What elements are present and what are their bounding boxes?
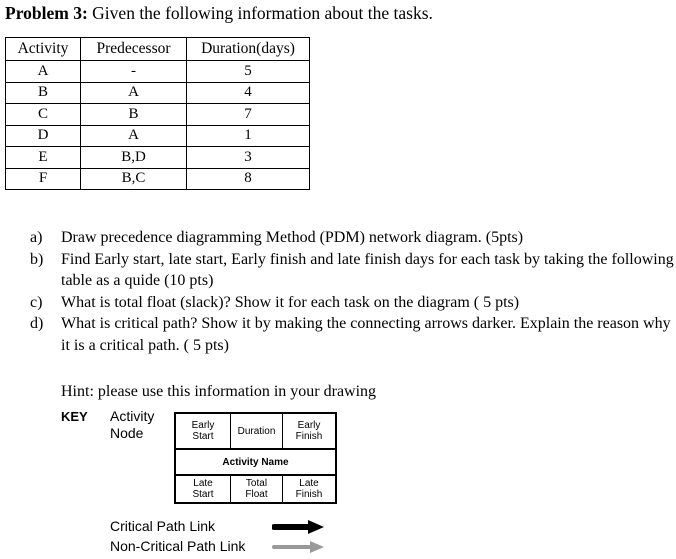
table-row	[6, 82, 310, 104]
cell-duration: 1	[187, 125, 310, 147]
cell-activity: D	[6, 125, 81, 147]
cell-activity: C	[6, 104, 81, 126]
question-text: Find Early start, late start, Early finish and late finish days for each task by taking the following table as a quide (10 pts)	[61, 250, 674, 289]
question-label: c)	[30, 293, 43, 311]
early-start-cell	[176, 414, 230, 448]
total-float-label-1: Total	[245, 478, 268, 489]
problem-title-text: Given the following information about the tasks.	[87, 3, 433, 23]
late-start-label-1: Late	[193, 478, 213, 489]
table-row	[6, 168, 310, 190]
critical-path-arrow-icon	[272, 519, 326, 535]
cell-activity: B	[6, 82, 81, 104]
total-float-cell	[231, 476, 282, 502]
cell-predecessor: B	[81, 104, 187, 126]
activity-name-label: Activity Name	[222, 456, 289, 468]
cell-predecessor: B,D	[81, 147, 187, 169]
cell-duration: 8	[187, 168, 310, 190]
activity-node-diagram	[174, 412, 337, 504]
early-finish-label-2: Finish	[295, 431, 323, 442]
early-start-label-2: Start	[192, 431, 214, 442]
question-item	[30, 313, 675, 356]
critical-path-legend-label: Critical Path Link	[110, 518, 216, 534]
key-label: KEY	[61, 409, 88, 424]
question-item	[30, 249, 675, 292]
cell-predecessor: -	[81, 61, 187, 83]
late-finish-label-1: Late	[299, 478, 319, 489]
duration-cell	[231, 414, 282, 448]
cell-duration: 4	[187, 82, 310, 104]
question-label: a)	[30, 229, 43, 246]
non-critical-path-legend-label: Non-Critical Path Link	[110, 538, 246, 554]
problem-title	[5, 3, 433, 24]
cell-predecessor: A	[81, 125, 187, 147]
question-list	[30, 227, 675, 356]
question-label: d)	[30, 315, 44, 332]
non-critical-arrow-head	[310, 541, 324, 553]
cell-activity: F	[6, 168, 81, 190]
cell-activity: E	[6, 147, 81, 169]
table-row	[6, 125, 310, 147]
duration-label: Duration	[237, 425, 276, 437]
activity-node-label	[110, 408, 154, 442]
question-item	[30, 227, 675, 249]
question-item	[30, 292, 675, 314]
cell-predecessor: A	[81, 82, 187, 104]
node-divider	[282, 414, 283, 448]
question-text: What is critical path? Show it by making the connecting arrows darker. Explain the reason why it is a critical path. ( 5 pts)	[61, 315, 671, 354]
early-finish-cell	[283, 414, 335, 448]
question-text: Draw precedence diagramming Method (PDM) network diagram. (5pts)	[61, 229, 524, 246]
early-start-label-1: Early	[191, 420, 215, 431]
node-divider	[282, 476, 283, 502]
early-finish-label-1: Early	[297, 420, 321, 431]
critical-arrow-head	[308, 520, 324, 534]
late-start-label-2: Start	[192, 489, 214, 500]
header-activity: Activity	[6, 38, 81, 61]
node-divider	[230, 476, 231, 502]
task-table-header	[6, 38, 310, 61]
cell-activity: A	[6, 61, 81, 83]
activity-node-label-line1: Activity	[110, 408, 155, 424]
activity-node-label-line2: Node	[110, 425, 144, 441]
header-duration: Duration(days)	[187, 38, 310, 61]
problem-number: Problem 3:	[5, 3, 88, 23]
cell-predecessor: B,C	[81, 168, 187, 190]
table-row	[6, 104, 310, 126]
late-finish-cell	[283, 476, 335, 502]
non-critical-path-arrow-icon	[272, 540, 326, 554]
late-start-cell	[176, 476, 230, 502]
table-row	[6, 61, 310, 83]
late-finish-label-2: Finish	[295, 489, 323, 500]
question-label: b)	[30, 250, 44, 268]
cell-duration: 7	[187, 104, 310, 126]
question-text: What is total float (slack)? Show it for each task on the diagram ( 5 pts)	[61, 293, 520, 311]
node-divider	[230, 414, 231, 448]
cell-duration: 3	[187, 147, 310, 169]
hint-text: Hint: please use this information in your drawing	[61, 383, 377, 400]
table-row	[6, 147, 310, 169]
total-float-label-2: Float	[245, 489, 268, 500]
cell-duration: 5	[187, 61, 310, 83]
header-predecessor: Predecessor	[81, 38, 187, 61]
task-table	[5, 37, 310, 190]
